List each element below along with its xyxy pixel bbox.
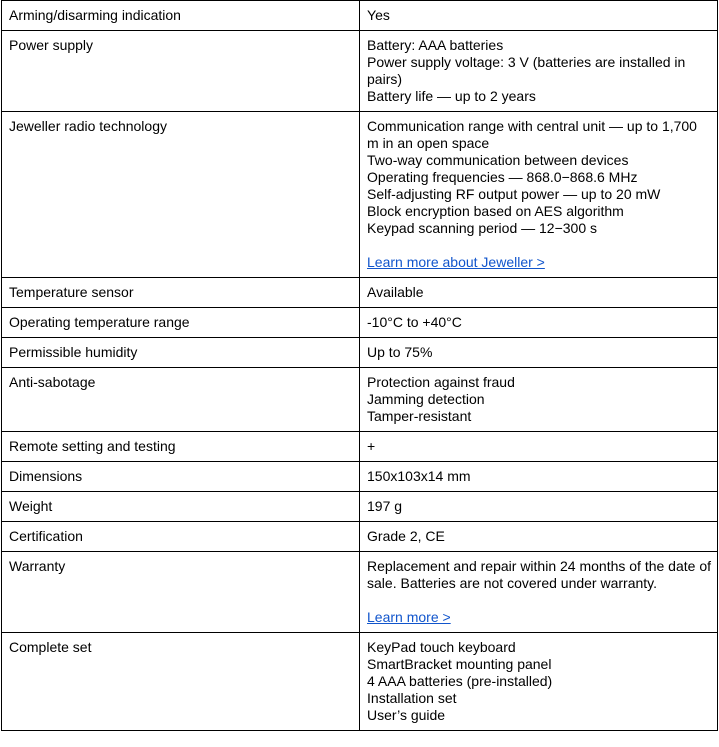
spec-label: Warranty xyxy=(2,552,360,633)
value-line: Up to 75% xyxy=(367,344,433,360)
table-row xyxy=(2,633,718,731)
table-row xyxy=(2,552,718,633)
learn-more-warranty-link[interactable]: Learn more > xyxy=(367,609,451,625)
spec-value xyxy=(360,492,718,522)
spec-label: Jeweller radio technology xyxy=(2,112,360,278)
spec-label: Certification xyxy=(2,522,360,552)
value-line: SmartBracket mounting panel xyxy=(367,656,552,672)
spec-value xyxy=(360,432,718,462)
spec-label: Weight xyxy=(2,492,360,522)
spec-label: Arming/disarming indication xyxy=(2,1,360,31)
value-line: + xyxy=(367,438,376,454)
table-row xyxy=(2,1,718,31)
spec-label: Remote setting and testing xyxy=(2,432,360,462)
value-line: Tamper-resistant xyxy=(367,408,472,424)
value-line: Yes xyxy=(367,7,390,23)
table-row xyxy=(2,112,718,278)
spec-table xyxy=(1,0,718,731)
spec-label: Operating temperature range xyxy=(2,308,360,338)
spec-label: Dimensions xyxy=(2,462,360,492)
value-line: Self-adjusting RF output power — up to 20 mW xyxy=(367,186,661,202)
value-line: Battery life — up to 2 years xyxy=(367,88,536,104)
value-line: Installation set xyxy=(367,690,457,706)
table-row xyxy=(2,522,718,552)
value-line: KeyPad touch keyboard xyxy=(367,639,516,655)
spec-value xyxy=(360,552,718,633)
value-line: Block encryption based on AES algorithm xyxy=(367,203,624,219)
spec-value xyxy=(360,368,718,432)
spec-value xyxy=(360,1,718,31)
spec-label: Permissible humidity xyxy=(2,338,360,368)
spec-value xyxy=(360,462,718,492)
value-line: Available xyxy=(367,284,424,300)
value-line: Keypad scanning period — 12−300 s xyxy=(367,220,598,236)
value-line: 150x103x14 mm xyxy=(367,468,471,484)
value-line: 4 AAA batteries (pre-installed) xyxy=(367,673,553,689)
spec-value xyxy=(360,633,718,731)
spec-value xyxy=(360,278,718,308)
value-line: Two-way communication between devices xyxy=(367,152,629,168)
spec-label: Power supply xyxy=(2,31,360,112)
value-line: Communication range with central unit — up to 1,700 m in an open space xyxy=(367,118,697,151)
value-line: -10°C to +40°C xyxy=(367,314,462,330)
value-line: Power supply voltage: 3 V (batteries are installed in pairs) xyxy=(367,54,686,87)
value-line: Replacement and repair within 24 months of the date of sale. Batteries are not covered under warranty. xyxy=(367,558,711,591)
value-line: Grade 2, CE xyxy=(367,528,445,544)
value-line: Protection against fraud xyxy=(367,374,515,390)
table-row xyxy=(2,338,718,368)
table-row xyxy=(2,278,718,308)
spacer xyxy=(367,237,711,254)
value-line: 197 g xyxy=(367,498,403,514)
value-line: Operating frequencies — 868.0−868.6 MHz xyxy=(367,169,638,185)
table-row xyxy=(2,492,718,522)
table-row xyxy=(2,368,718,432)
value-line: Jamming detection xyxy=(367,391,485,407)
spec-value xyxy=(360,112,718,278)
table-row xyxy=(2,308,718,338)
spec-label: Temperature sensor xyxy=(2,278,360,308)
spec-value xyxy=(360,338,718,368)
spec-value xyxy=(360,522,718,552)
table-row xyxy=(2,462,718,492)
value-line: User’s guide xyxy=(367,707,446,723)
value-line: Battery: AAA batteries xyxy=(367,37,504,53)
spec-value xyxy=(360,31,718,112)
table-row xyxy=(2,31,718,112)
spec-label: Anti-sabotage xyxy=(2,368,360,432)
spec-label: Complete set xyxy=(2,633,360,731)
table-row xyxy=(2,432,718,462)
spacer xyxy=(367,592,711,609)
learn-more-jeweller-link[interactable]: Learn more about Jeweller > xyxy=(367,254,545,270)
spec-value xyxy=(360,308,718,338)
